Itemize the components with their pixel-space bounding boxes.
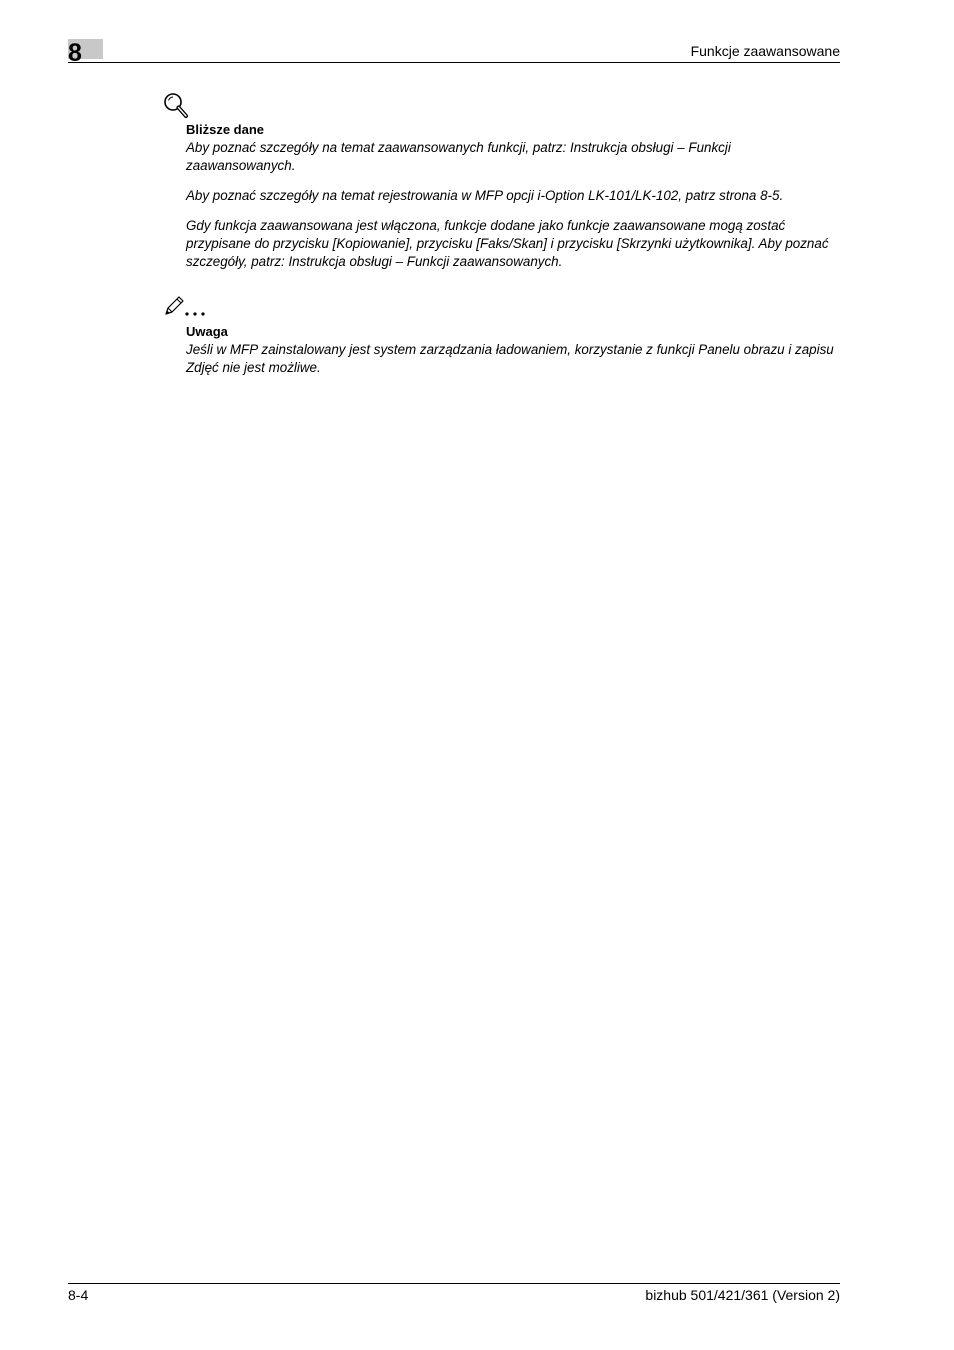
pencil-icon (163, 294, 209, 318)
details-section (186, 121, 842, 283)
page-number: 8-4 (68, 1287, 89, 1303)
header-title: Funkcje zaawansowane (690, 43, 840, 59)
product-name: bizhub 501/421/361 (Version 2) (645, 1287, 840, 1303)
note-section (186, 323, 842, 389)
details-paragraph: Aby poznać szczegóły na temat rejestrowania w MFP opcji i-Option LK-101/LK-102, patrz strona 8-5. (186, 188, 784, 203)
note-paragraph: Jeśli w MFP zainstalowany jest system zarządzania ładowaniem, korzystanie z funkcji Panelu obrazu i zapisu Zdjęć nie jest możliwe. (186, 342, 834, 375)
details-heading: Bliższe dane (186, 122, 265, 137)
chapter-number: 8 (68, 39, 82, 67)
magnifier-icon (163, 92, 189, 120)
header-divider (68, 62, 840, 63)
note-heading: Uwaga (186, 324, 228, 339)
footer-divider (68, 1283, 840, 1284)
details-paragraph: Aby poznać szczegóły na temat zaawansowanych funkcji, patrz: Instrukcja obsługi – Funkcji zaawansowanych. (186, 140, 731, 173)
details-paragraph: Gdy funkcja zaawansowana jest włączona, funkcje dodane jako funkcje zaawansowane mogą zostać przypisane do przycisku [Kopiowanie], przycisku [Faks/Skan] i przycisku [Skrzynki użytkownika]. Aby poznać szczegóły, patrz: Instrukcja obsługi – Funkcji zaawansowanych. (186, 218, 829, 269)
